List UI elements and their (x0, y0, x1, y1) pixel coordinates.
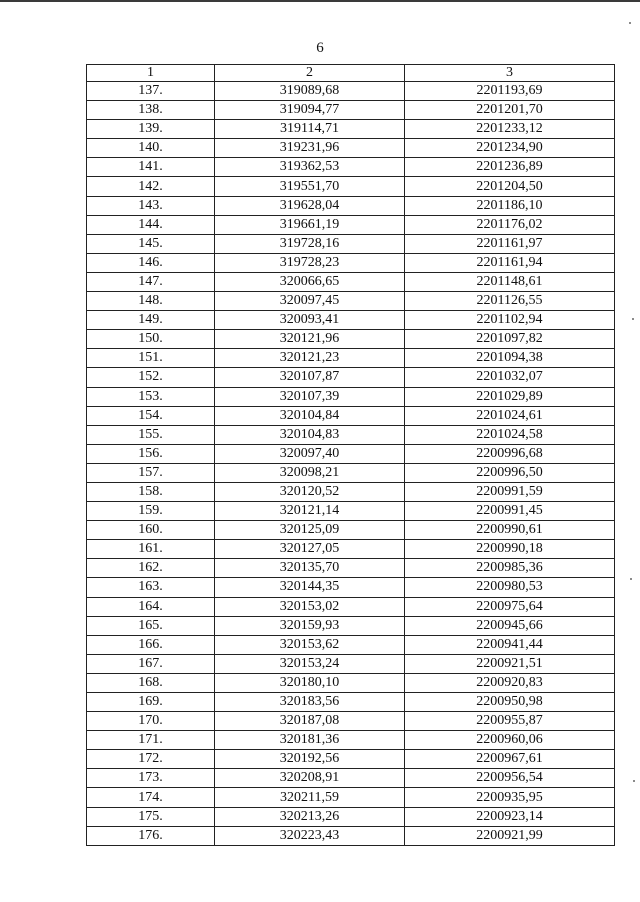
table-row (87, 826, 615, 845)
scan-top-edge (0, 0, 640, 2)
table-row (87, 120, 615, 139)
x-coordinate-cell: 320181,36 (215, 731, 405, 750)
x-coordinate-cell: 320153,24 (215, 654, 405, 673)
table-row (87, 502, 615, 521)
table-row (87, 712, 615, 731)
row-number-cell: 163. (87, 578, 215, 597)
x-coordinate-cell: 320098,21 (215, 463, 405, 482)
column-header-number: 1 (87, 65, 215, 82)
x-coordinate-cell: 320121,23 (215, 349, 405, 368)
x-coordinate-cell: 320144,35 (215, 578, 405, 597)
y-coordinate-cell: 2200941,44 (405, 635, 615, 654)
scan-speck (633, 780, 635, 782)
table-row (87, 234, 615, 253)
y-coordinate-cell: 2200996,50 (405, 463, 615, 482)
table-row (87, 540, 615, 559)
x-coordinate-cell: 319661,19 (215, 215, 405, 234)
x-coordinate-cell: 320192,56 (215, 750, 405, 769)
table-row (87, 444, 615, 463)
row-number-cell: 171. (87, 731, 215, 750)
row-number-cell: 160. (87, 521, 215, 540)
row-number-cell: 162. (87, 559, 215, 578)
table-row (87, 139, 615, 158)
y-coordinate-cell: 2200960,06 (405, 731, 615, 750)
x-coordinate-cell: 319094,77 (215, 101, 405, 120)
x-coordinate-cell: 319231,96 (215, 139, 405, 158)
table-row (87, 463, 615, 482)
table-row (87, 731, 615, 750)
x-coordinate-cell: 320121,14 (215, 502, 405, 521)
row-number-cell: 167. (87, 654, 215, 673)
row-number-cell: 173. (87, 769, 215, 788)
row-number-cell: 141. (87, 158, 215, 177)
y-coordinate-cell: 2200945,66 (405, 616, 615, 635)
x-coordinate-cell: 320153,02 (215, 597, 405, 616)
row-number-cell: 158. (87, 482, 215, 501)
x-coordinate-cell: 320213,26 (215, 807, 405, 826)
y-coordinate-cell: 2201148,61 (405, 272, 615, 291)
x-coordinate-cell: 320211,59 (215, 788, 405, 807)
table-row (87, 750, 615, 769)
table-row (87, 387, 615, 406)
y-coordinate-cell: 2200980,53 (405, 578, 615, 597)
row-number-cell: 144. (87, 215, 215, 234)
table-row (87, 311, 615, 330)
row-number-cell: 151. (87, 349, 215, 368)
row-number-cell: 166. (87, 635, 215, 654)
y-coordinate-cell: 2201024,61 (405, 406, 615, 425)
x-coordinate-cell: 320097,45 (215, 292, 405, 311)
row-number-cell: 172. (87, 750, 215, 769)
table-row (87, 616, 615, 635)
table-row (87, 521, 615, 540)
row-number-cell: 138. (87, 101, 215, 120)
x-coordinate-cell: 319728,23 (215, 253, 405, 272)
table-row (87, 635, 615, 654)
y-coordinate-cell: 2201233,12 (405, 120, 615, 139)
column-header-y: 3 (405, 65, 615, 82)
x-coordinate-cell: 320135,70 (215, 559, 405, 578)
y-coordinate-cell: 2200985,36 (405, 559, 615, 578)
table-row (87, 177, 615, 196)
y-coordinate-cell: 2201102,94 (405, 311, 615, 330)
row-number-cell: 140. (87, 139, 215, 158)
table-row (87, 253, 615, 272)
row-number-cell: 169. (87, 693, 215, 712)
table-row (87, 597, 615, 616)
x-coordinate-cell: 319089,68 (215, 82, 405, 101)
scan-speck (629, 22, 631, 24)
table-row (87, 330, 615, 349)
y-coordinate-cell: 2201097,82 (405, 330, 615, 349)
row-number-cell: 142. (87, 177, 215, 196)
x-coordinate-cell: 320159,93 (215, 616, 405, 635)
row-number-cell: 149. (87, 311, 215, 330)
row-number-cell: 148. (87, 292, 215, 311)
x-coordinate-cell: 320121,96 (215, 330, 405, 349)
row-number-cell: 175. (87, 807, 215, 826)
y-coordinate-cell: 2201176,02 (405, 215, 615, 234)
x-coordinate-cell: 320104,84 (215, 406, 405, 425)
y-coordinate-cell: 2201032,07 (405, 368, 615, 387)
table-row (87, 673, 615, 692)
row-number-cell: 168. (87, 673, 215, 692)
y-coordinate-cell: 2200923,14 (405, 807, 615, 826)
row-number-cell: 146. (87, 253, 215, 272)
x-coordinate-cell: 320066,65 (215, 272, 405, 291)
x-coordinate-cell: 319362,53 (215, 158, 405, 177)
y-coordinate-cell: 2200991,59 (405, 482, 615, 501)
x-coordinate-cell: 320125,09 (215, 521, 405, 540)
table-row (87, 196, 615, 215)
x-coordinate-cell: 320187,08 (215, 712, 405, 731)
table-row (87, 654, 615, 673)
row-number-cell: 157. (87, 463, 215, 482)
y-coordinate-cell: 2200996,68 (405, 444, 615, 463)
y-coordinate-cell: 2200921,51 (405, 654, 615, 673)
x-coordinate-cell: 320208,91 (215, 769, 405, 788)
x-coordinate-cell: 319114,71 (215, 120, 405, 139)
y-coordinate-cell: 2201234,90 (405, 139, 615, 158)
table-row (87, 482, 615, 501)
y-coordinate-cell: 2200990,18 (405, 540, 615, 559)
scan-speck (630, 578, 632, 580)
y-coordinate-cell: 2201161,97 (405, 234, 615, 253)
table-row (87, 693, 615, 712)
row-number-cell: 150. (87, 330, 215, 349)
y-coordinate-cell: 2200990,61 (405, 521, 615, 540)
row-number-cell: 161. (87, 540, 215, 559)
row-number-cell: 143. (87, 196, 215, 215)
table-row (87, 769, 615, 788)
table-header (87, 65, 615, 82)
x-coordinate-cell: 320180,10 (215, 673, 405, 692)
column-header-x: 2 (215, 65, 405, 82)
table-row (87, 807, 615, 826)
x-coordinate-cell: 320223,43 (215, 826, 405, 845)
row-number-cell: 145. (87, 234, 215, 253)
row-number-cell: 137. (87, 82, 215, 101)
row-number-cell: 156. (87, 444, 215, 463)
table-row (87, 788, 615, 807)
row-number-cell: 176. (87, 826, 215, 845)
x-coordinate-cell: 320183,56 (215, 693, 405, 712)
row-number-cell: 152. (87, 368, 215, 387)
y-coordinate-cell: 2201204,50 (405, 177, 615, 196)
y-coordinate-cell: 2200956,54 (405, 769, 615, 788)
page-number: 6 (316, 40, 324, 56)
y-coordinate-cell: 2200921,99 (405, 826, 615, 845)
coordinates-table (86, 64, 615, 846)
y-coordinate-cell: 2200920,83 (405, 673, 615, 692)
row-number-cell: 147. (87, 272, 215, 291)
row-number-cell: 174. (87, 788, 215, 807)
y-coordinate-cell: 2201161,94 (405, 253, 615, 272)
row-number-cell: 153. (87, 387, 215, 406)
x-coordinate-cell: 319728,16 (215, 234, 405, 253)
row-number-cell: 165. (87, 616, 215, 635)
scan-speck (632, 318, 634, 320)
y-coordinate-cell: 2200955,87 (405, 712, 615, 731)
table-row (87, 292, 615, 311)
y-coordinate-cell: 2200967,61 (405, 750, 615, 769)
y-coordinate-cell: 2201193,69 (405, 82, 615, 101)
x-coordinate-cell: 319628,04 (215, 196, 405, 215)
row-number-cell: 155. (87, 425, 215, 444)
table-row (87, 101, 615, 120)
y-coordinate-cell: 2201094,38 (405, 349, 615, 368)
table-body (87, 82, 615, 846)
y-coordinate-cell: 2201201,70 (405, 101, 615, 120)
x-coordinate-cell: 320153,62 (215, 635, 405, 654)
row-number-cell: 154. (87, 406, 215, 425)
x-coordinate-cell: 320104,83 (215, 425, 405, 444)
y-coordinate-cell: 2200950,98 (405, 693, 615, 712)
y-coordinate-cell: 2201236,89 (405, 158, 615, 177)
y-coordinate-cell: 2200975,64 (405, 597, 615, 616)
table-row (87, 215, 615, 234)
y-coordinate-cell: 2201029,89 (405, 387, 615, 406)
x-coordinate-cell: 320107,39 (215, 387, 405, 406)
table-row (87, 158, 615, 177)
table-row (87, 406, 615, 425)
y-coordinate-cell: 2201024,58 (405, 425, 615, 444)
x-coordinate-cell: 320093,41 (215, 311, 405, 330)
table-row (87, 82, 615, 101)
table-row (87, 559, 615, 578)
x-coordinate-cell: 320097,40 (215, 444, 405, 463)
row-number-cell: 139. (87, 120, 215, 139)
y-coordinate-cell: 2200935,95 (405, 788, 615, 807)
table-row (87, 349, 615, 368)
y-coordinate-cell: 2201186,10 (405, 196, 615, 215)
x-coordinate-cell: 320107,87 (215, 368, 405, 387)
y-coordinate-cell: 2201126,55 (405, 292, 615, 311)
x-coordinate-cell: 319551,70 (215, 177, 405, 196)
y-coordinate-cell: 2200991,45 (405, 502, 615, 521)
table-row (87, 272, 615, 291)
row-number-cell: 164. (87, 597, 215, 616)
table-row (87, 578, 615, 597)
table-row (87, 425, 615, 444)
table-row (87, 368, 615, 387)
row-number-cell: 170. (87, 712, 215, 731)
row-number-cell: 159. (87, 502, 215, 521)
x-coordinate-cell: 320120,52 (215, 482, 405, 501)
header-row (87, 65, 615, 82)
x-coordinate-cell: 320127,05 (215, 540, 405, 559)
